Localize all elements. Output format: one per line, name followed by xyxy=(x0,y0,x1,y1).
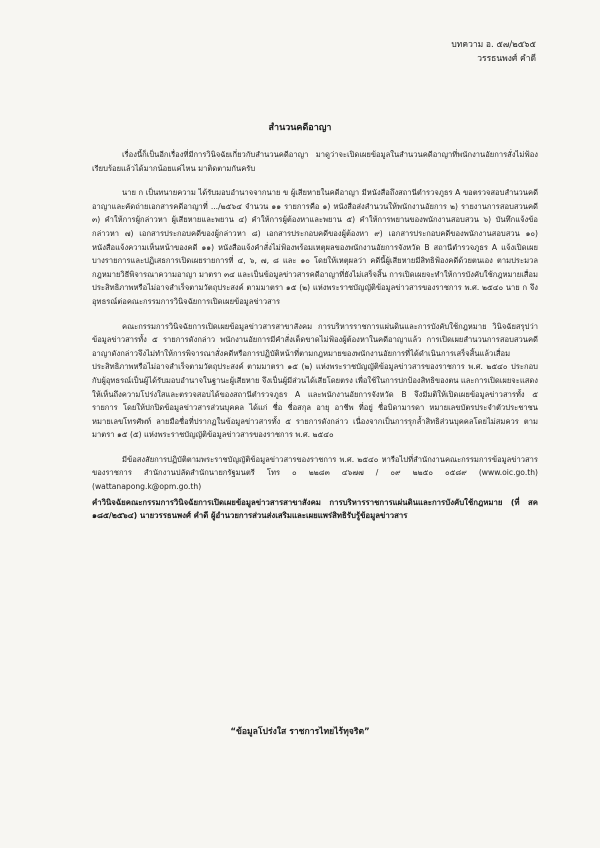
paragraph-facts: นาย ก เป็นทนายความ ได้รับมอบอำนาจจากนาย ข ผู้เสียหายในคดีอาญา มีหนังสือถึงสถานีตำรวจภูธร A ขอตรวจสอบสำนวนคดีอาญาและคัดถ่ายเอกสารคดีอาญาที่ .../๒๕๖๔ จำนวน ๑๑ รายการคือ ๑) หนังสือส่งสำนวนให้พนักงานอัยการ ๒) รายงานการสอบสวนคดี ๓) คำให้การผู้กล่าวหา ผู้เสียหายและพยาน ๔) คำให้การผู้ต้องหาและพยาน ๕) คำให้การพยานของพนักงานสอบสวน ๖) บันทึกแจ้งข้อกล่าวหา ๗) เอกสารประกอบคดีของผู้กล่าวหา ๘) เอกสารประกอบคดีของผู้ต้องหา ๙) เอกสารประกอบคดีของพนักงานสอบสวน ๑๐) หนังสือแจ้งความเห็นหน้าของคดี ๑๑) หนังสือแจ้งคำสั่งไม่ฟ้องพร้อมเหตุผลของพนักงานอัยการจังหวัด B สถานีตำรวจภูธร A แจ้งเปิดเผยบางรายการและปฏิเสธการเปิดเผยรายการที่ ๔, ๖, ๗, ๘ และ ๑๐ โดยให้เหตุผลว่า คดีนี้ผู้เสียหายมีสิทธิฟ้องคดีด้วยตนเอง ตามประมวลกฎหมายวิธีพิจารณาความอาญา มาตรา ๓๔ และเป็นข้อมูลข่าวสารคดีอาญาที่ยังไม่เสร็จสิ้น การเปิดเผยจะทำให้การบังคับใช้กฎหมายเสื่อมประสิทธิภาพหรือไม่อาจสำเร็จตามวัตถุประสงค์ ตามมาตรา ๑๕ (๒) แห่งพระราชบัญญัติข้อมูลข่าวสารของราชการ พ.ศ. ๒๕๔๐ นาย ก จึงอุทธรณ์ต่อคณะกรรมการวินิจฉัยการเปิดเผยข้อมูลข่าวสาร xyxy=(92,188,538,306)
article-number: บทความ อ. ๕๗/๒๕๖๕ xyxy=(451,40,536,50)
paragraph-contact: มีข้อสงสัยการปฏิบัติตามพระราชบัญญัติข้อมูลข่าวสารของราชการ พ.ศ. ๒๕๔๐ หารือไปที่สำนักงานคณะกรรมการข้อมูลข่าวสารของราชการ สำนักงานปลัดสำนักนายกรัฐมนตรี โทร ๐ ๒๒๘๓ ๔๖๗๗ / ๐๙ ๒๒๕๐ ๐๕๘๙ (www.oic.go.th) (wattanapong.k@opm.go.th) xyxy=(92,454,538,492)
author-name: วรรธนพงศ์ คำดี xyxy=(477,54,536,64)
article-meta xyxy=(451,38,536,66)
document-body xyxy=(92,148,538,534)
slogan: “ข้อมูลโปร่งใส ราชการไทยไร้ทุจริต” xyxy=(230,727,370,737)
paragraph-decision: คณะกรรมการวินิจฉัยการเปิดเผยข้อมูลข่าวสารสาขาสังคม การบริหารราชการแผ่นดินและการบังคับใช้กฎหมาย วินิจฉัยสรุปว่า ข้อมูลข่าวสารทั้ง ๕ รายการดังกล่าว พนักงานอัยการมีคำสั่งเด็ดขาดไม่ฟ้องผู้ต้องหาในคดีอาญาแล้ว การเปิดเผยสำนวนการสอบสวนคดีอาญาดังกล่าวจึงไม่ทำให้การพิจารณาสั่งคดีหรือการปฏิบัติหน้าที่ตามกฎหมายของพนักงานอัยการที่ได้ดำเนินการเสร็จสิ้นแล้วเสื่อมประสิทธิภาพหรือไม่อาจสำเร็จตามวัตถุประสงค์ ตามมาตรา ๑๕ (๒) แห่งพระราชบัญญัติข้อมูลข่าวสารของราชการ พ.ศ. ๒๕๔๐ ประกอบกับผู้อุทธรณ์เป็นผู้ได้รับมอบอำนาจในฐานะผู้เสียหาย จึงเป็นผู้มีส่วนได้เสียโดยตรง เพื่อใช้ในการปกป้องสิทธิของตน และการเปิดเผยจะแสดงให้เห็นถึงความโปร่งใสและตรวจสอบได้ของสถานีตำรวจภูธร A และพนักงานอัยการจังหวัด B จึงมีมติให้เปิดเผยข้อมูลข่าวสารทั้ง ๕ รายการ โดยให้ปกปิดข้อมูลข่าวสารส่วนบุคคล ได้แก่ ชื่อ ชื่อสกุล อายุ อาชีพ ที่อยู่ ชื่อบิดามารดา หมายเลขบัตรประจำตัวประชาชน หมายเลขโทรศัพท์ ลายมือชื่อที่ปรากฏในข้อมูลข่าวสารทั้ง ๕ รายการดังกล่าว เนื่องจากเป็นการรุกล้ำสิทธิส่วนบุคคลโดยไม่สมควร ตามมาตรา ๑๕ (๕) แห่งพระราชบัญญัติข้อมูลข่าวสารของราชการ พ.ศ. ๒๕๔๐ xyxy=(92,321,538,440)
document-title: สำนวนคดีอาญา xyxy=(268,123,332,133)
paragraph-intro: เรื่องนี้ก็เป็นอีกเรื่องที่มีการวินิจฉัยเกี่ยวกับสำนวนคดีอาญา มาดูว่าจะเปิดเผยข้อมูลในสำนวนคดีอาญาที่พนักงานอัยการสั่งไม่ฟ้องเรียบร้อยแล้วได้มากน้อยแค่ไหน มาติดตามกันครับ xyxy=(92,150,538,173)
paragraph-closing: คำวินิจฉัยคณะกรรมการวินิจฉัยการเปิดเผยข้อมูลข่าวสารสาขาสังคม การบริหารราชการแผ่นดินและการบังคับใช้กฎหมาย (ที่ สค ๑๘๕/๒๕๖๔) นายวรรธนพงศ์ คำดี ผู้อำนวยการส่วนส่งเสริมและเผยแพร่สิทธิรับรู้ข้อมูลข่าวสาร xyxy=(92,497,538,521)
